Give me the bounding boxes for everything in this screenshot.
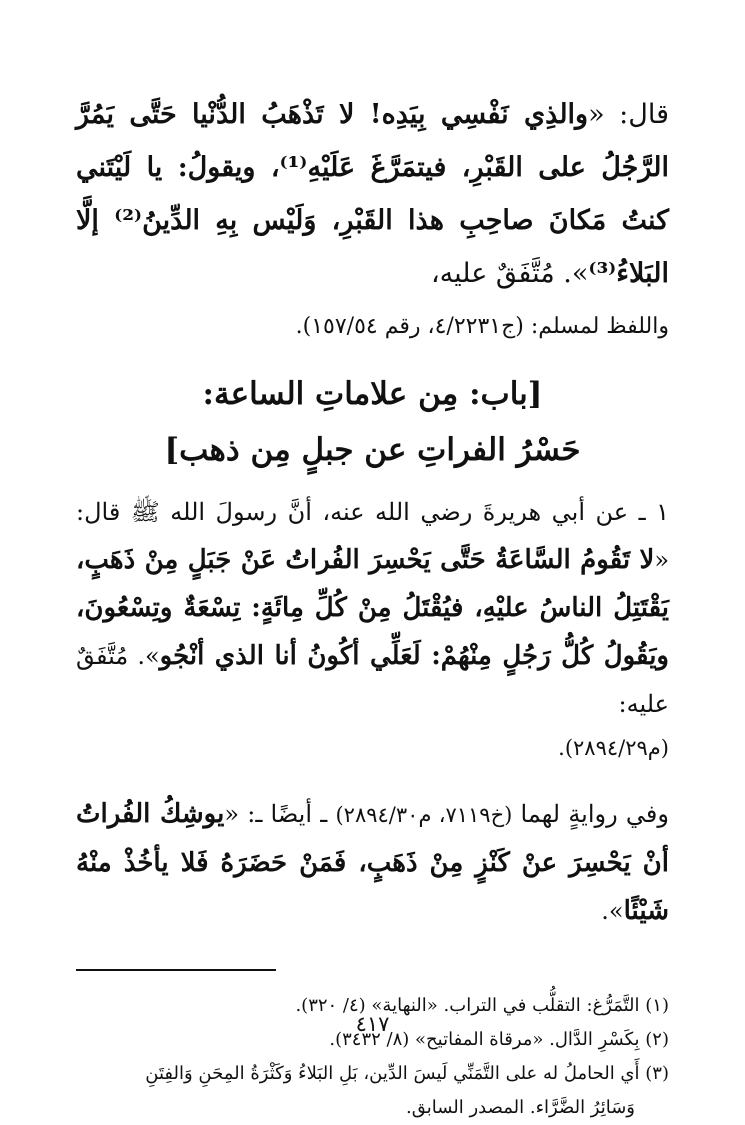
hadith-2-intro: وفي روايةٍ لهما <box>512 800 669 828</box>
footnote-3-text: أَي الحاملُ له على التَّمَنِّي لَيسَ الدِّين، بَلِ البَلاءُ وَكَثْرَةُ المِحَنِ وَالفِتَنِ <box>145 1063 640 1084</box>
footnote-2-text: بِكَسْرِ الدَّال. «مرقاة المفاتيح» (٨/ ٣٤٣٢). <box>329 1029 640 1050</box>
hadith-2-text: يوشِكُ الفُراتُ أنْ يَحْسِرَ عنْ كَنْزٍ مِنْ ذَهَبٍ، فَمَنْ حَضَرَهُ فَلا يأخُذْ منْهُ شَيْئًا <box>76 799 669 926</box>
footnote-3-number: (٣) <box>645 1063 669 1084</box>
hadith-1-text: لا تَقُومُ السَّاعَةُ حَتَّى يَحْسِرَ الفُراتُ عَنْ جَبَلٍ مِنْ ذَهَبٍ، يَقْتَتِلُ الناسُ عليْهِ، فيُقْتَلُ مِنْ كُلِّ مِائَةٍ: تِسْعَةٌ وتِسْعُونَ، ويَقُولُ كُلُّ رَجُلٍ مِنْهُمْ: لَعَلِّي أكُونُ أنا الذي أنْجُو <box>76 545 669 671</box>
intro-suffix: ». مُتَّفَقٌ عليه، <box>430 258 589 289</box>
footnote-3 <box>100 1057 669 1091</box>
hadith-1-suffix: ». مُتَّفَقٌ عليه: <box>76 642 669 718</box>
footnote-2-number: (٢) <box>645 1029 669 1050</box>
hadith-2-paragraph <box>76 790 669 935</box>
chapter-heading-line-2: حَسْرُ الفراتِ عن جبلٍ مِن ذهب] <box>164 432 581 468</box>
hadith-2-suffix: ». <box>601 897 624 925</box>
intro-paragraph <box>76 88 669 300</box>
hadith-2-mid: ـ أيضًا ـ: « <box>224 800 336 828</box>
footnote-3-continuation: وَسَائِرُ الضَّرَّاء. المصدر السابق. <box>406 1097 635 1118</box>
intro-reference: واللفظ لمسلم: (ج٤/٢٢٣١، رقم ١٥٧/٥٤). <box>295 314 669 339</box>
intro-prefix: قال: « <box>588 99 669 130</box>
chapter-heading-line-1: [باب: مِن علاماتِ الساعة: <box>202 376 543 412</box>
page-number: ٤١٧ <box>355 1012 390 1036</box>
hadith-1-reference: (م٢٨٩٤/٢٩). <box>558 736 669 760</box>
hadith-1-intro: ١ ـ عن أبي هريرةَ رضي الله عنه، أنَّ رسولَ الله ﷺ قال: « <box>76 498 669 574</box>
chapter-heading <box>76 366 669 478</box>
hadith-2-reference: (خ٧١١٩، م٢٨٩٤/٣٠) <box>335 803 513 827</box>
intro-hadith-text: والذِي نَفْسِي بِيَدِه! لا تَذْهَبُ الدُّنْيا حَتَّى يَمُرَّ الرَّجُلُ على القَبْرِ، فيتمَرَّغَ عَلَيْهِ⁽¹⁾، ويقولُ: يا لَيْتَني كنتُ مَكانَ صاحِبِ هذا القَبْرِ، وَلَيْس بِهِ الدِّينُ⁽²⁾ إلَّا البَلاءُ⁽³⁾ <box>76 99 669 289</box>
footnote-divider <box>76 969 276 971</box>
footnote-1-number: (١) <box>645 995 669 1016</box>
hadith-1-paragraph <box>76 488 669 728</box>
footnote-1-text: التَّمَرُّغ: التقلُّب في التراب. «النهاية» (٤/ ٣٢٠). <box>295 995 640 1016</box>
